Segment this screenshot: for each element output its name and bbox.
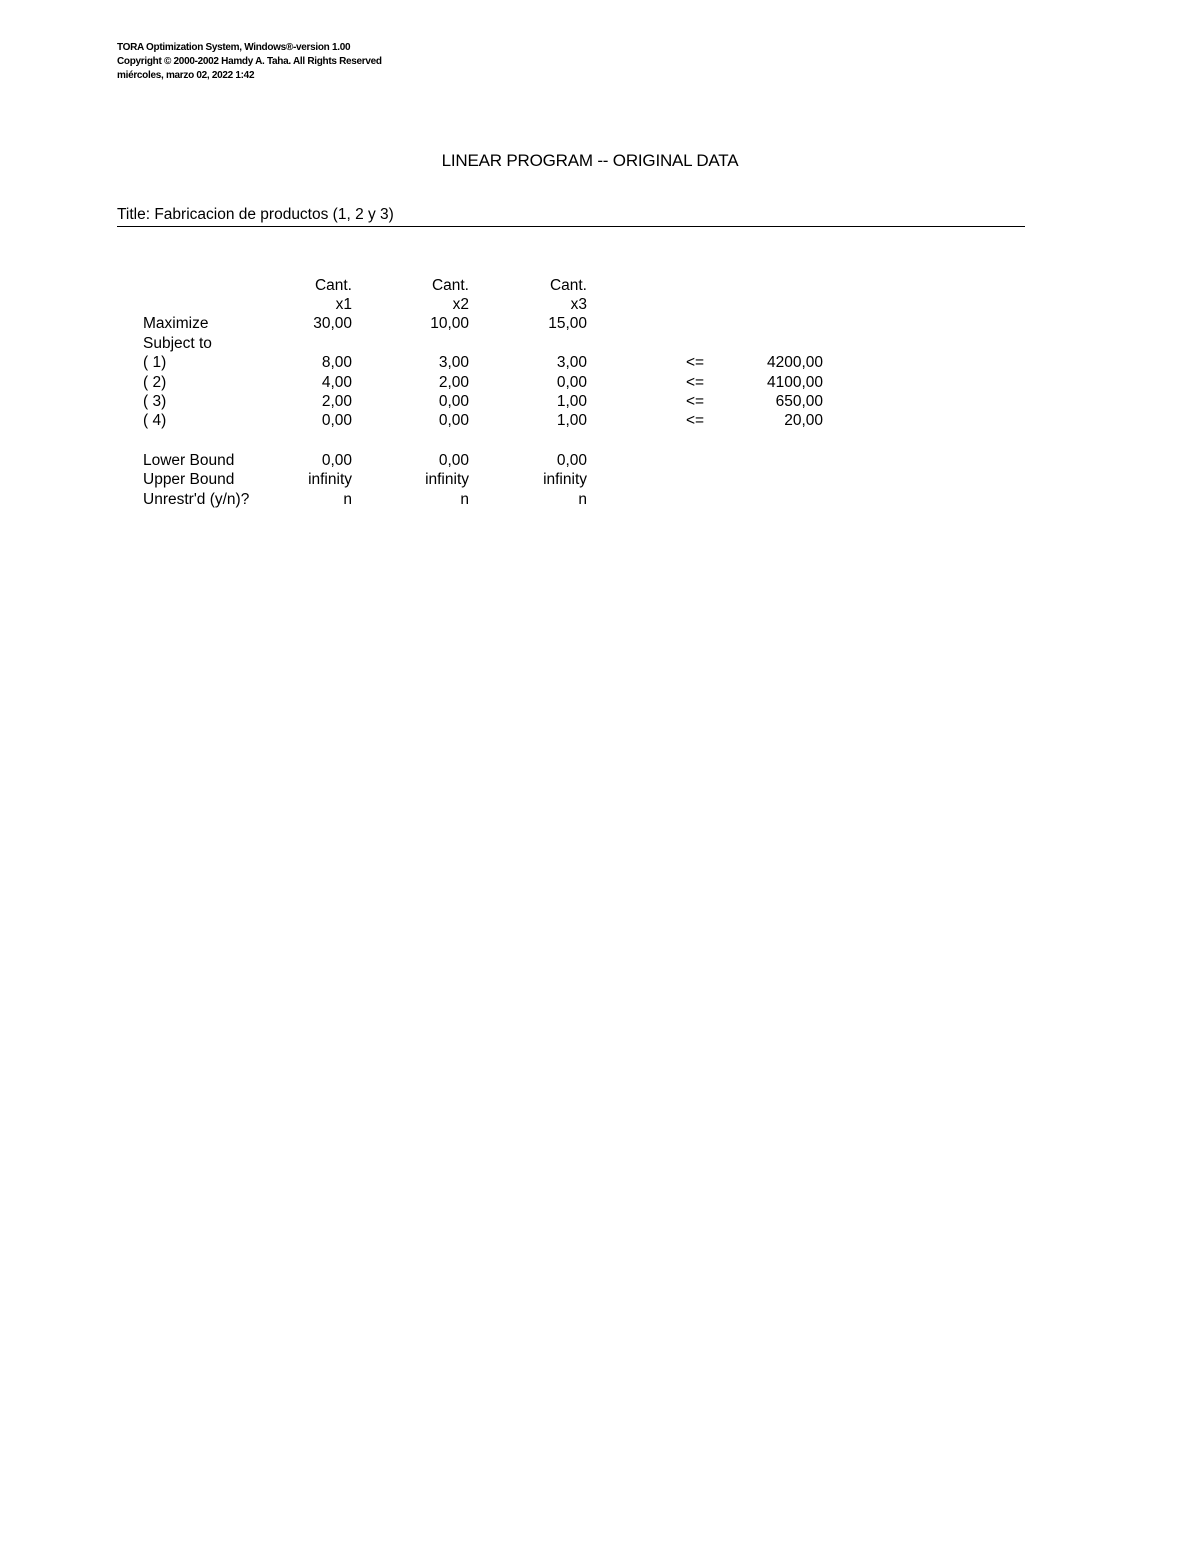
constraint-relation: <= — [686, 354, 705, 371]
constraint-coef: 0,00 — [556, 374, 587, 391]
constraint-relation: <= — [686, 412, 705, 429]
unrestricted-value: n — [460, 491, 469, 508]
report-title: LINEAR PROGRAM -- ORIGINAL DATA — [441, 151, 739, 170]
subject-to-label: Subject to — [143, 335, 212, 352]
unrestricted-label: Unrestr'd (y/n)? — [143, 491, 250, 508]
unrestricted-value: n — [578, 491, 587, 508]
constraint-label: ( 1) — [143, 354, 167, 371]
report-date: miércoles, marzo 02, 2022 1:42 — [117, 70, 255, 81]
lower-bound-value: 0,00 — [438, 452, 469, 469]
objective-coef-3: 15,00 — [548, 315, 587, 332]
constraint-coef: 8,00 — [321, 354, 352, 371]
unrestricted-value: n — [343, 491, 352, 508]
objective-label: Maximize — [143, 315, 209, 332]
constraint-coef: 3,00 — [438, 354, 469, 371]
column-variable-3: x3 — [570, 296, 587, 313]
report-header — [117, 41, 382, 83]
objective-coef-1: 30,00 — [313, 315, 352, 332]
constraint-relation: <= — [686, 393, 705, 410]
objective-coef-2: 10,00 — [430, 315, 469, 332]
upper-bound-value: infinity — [543, 471, 587, 488]
constraint-coef: 0,00 — [438, 393, 469, 410]
constraint-rhs: 4100,00 — [766, 374, 823, 391]
constraint-label: ( 4) — [143, 412, 167, 429]
column-variable-2: x2 — [452, 296, 469, 313]
copyright-notice: Copyright © 2000-2002 Hamdy A. Taha. All Rights Reserved — [117, 56, 382, 67]
column-header-2: Cant. — [431, 277, 469, 294]
constraint-coef: 2,00 — [438, 374, 469, 391]
column-variable-1: x1 — [335, 296, 352, 313]
constraint-coef: 0,00 — [438, 412, 469, 429]
upper-bound-value: infinity — [425, 471, 469, 488]
constraint-rhs: 20,00 — [784, 412, 823, 429]
column-header-1: Cant. — [314, 277, 352, 294]
lower-bound-value: 0,00 — [321, 452, 352, 469]
lower-bound-value: 0,00 — [556, 452, 587, 469]
constraint-coef: 0,00 — [321, 412, 352, 429]
constraint-coef: 3,00 — [556, 354, 587, 371]
constraint-rhs: 4200,00 — [766, 354, 823, 371]
column-header-3: Cant. — [549, 277, 587, 294]
constraint-coef: 4,00 — [321, 374, 352, 391]
constraint-label: ( 3) — [143, 393, 167, 410]
lower-bound-label: Lower Bound — [143, 452, 235, 469]
problem-title: Title: Fabricacion de productos (1, 2 y 3) — [117, 206, 1025, 227]
constraint-coef: 1,00 — [556, 393, 587, 410]
constraint-label: ( 2) — [143, 374, 167, 391]
software-name: TORA Optimization System, Windows®-version 1.00 — [117, 42, 351, 53]
constraint-coef: 2,00 — [321, 393, 352, 410]
upper-bound-label: Upper Bound — [143, 471, 235, 488]
constraint-coef: 1,00 — [556, 412, 587, 429]
constraint-relation: <= — [686, 374, 705, 391]
constraint-rhs: 650,00 — [775, 393, 823, 410]
upper-bound-value: infinity — [308, 471, 352, 488]
